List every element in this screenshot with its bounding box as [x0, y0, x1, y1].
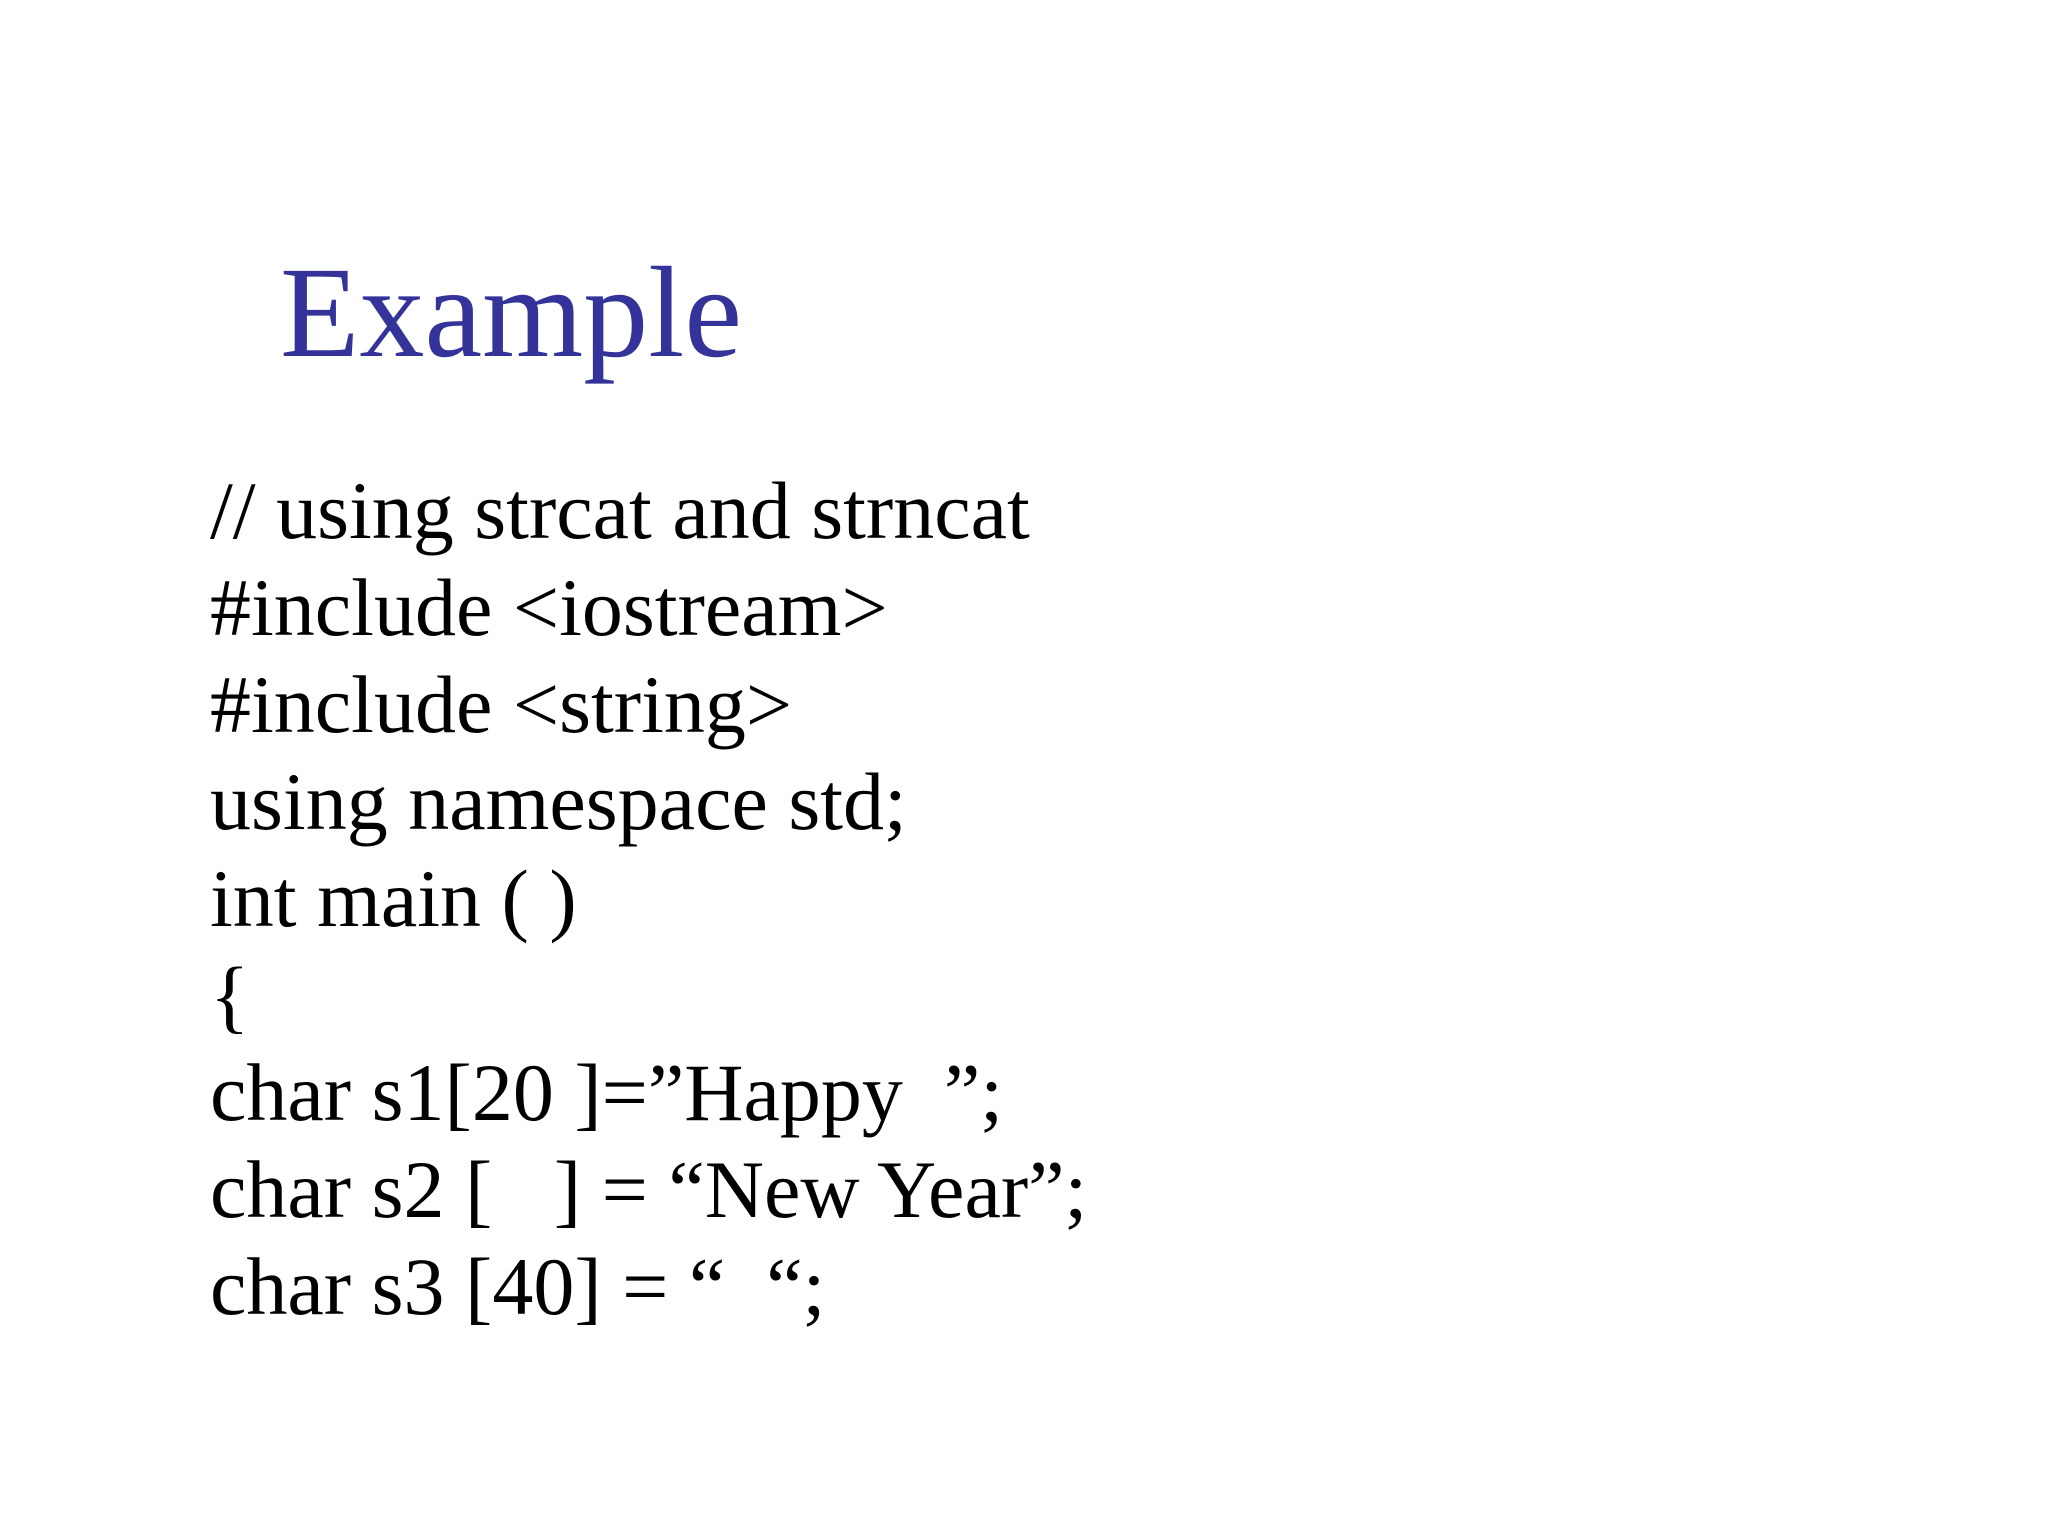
code-line: #include <string>: [210, 659, 793, 750]
code-line: char s2 [ ] = “New Year”;: [210, 1144, 1088, 1235]
code-line: char s1[20 ]=”Happy ”;: [210, 1047, 1004, 1138]
slide-title: Example: [280, 241, 743, 385]
code-line: char s3 [40] = “ “;: [210, 1241, 826, 1332]
code-line: #include <iostream>: [210, 562, 888, 653]
code-listing: [210, 462, 1087, 1335]
code-line: // using strcat and strncat: [210, 465, 1030, 556]
code-line: int main ( ): [210, 853, 577, 944]
code-line: using namespace std;: [210, 756, 907, 847]
code-line: {: [210, 950, 250, 1041]
